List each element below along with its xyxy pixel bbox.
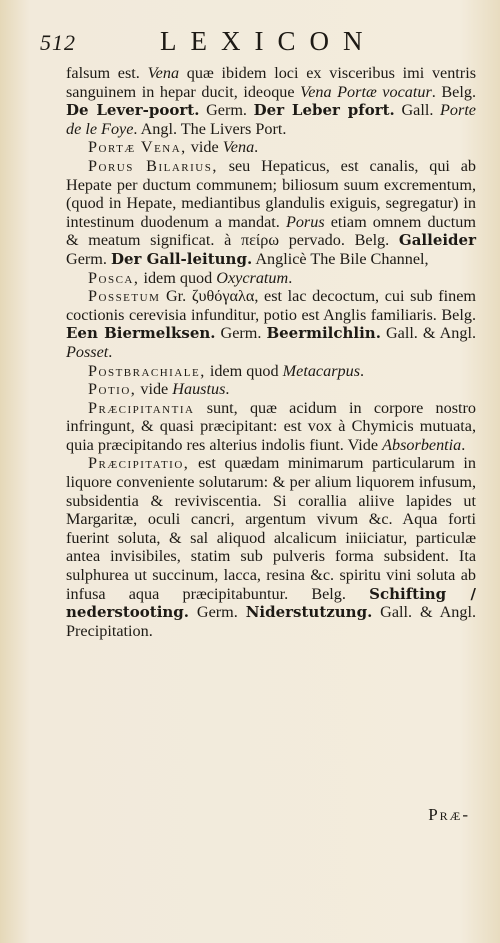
entry-text: Gall. (394, 101, 441, 120)
entry-text: . (461, 435, 466, 454)
page-number: 512 (40, 30, 76, 55)
entry-text: est quædam minimarum particularum in liquore conveniente solutarum: & per alium liquorem infusum, subsidentia & reviviscentia. Si corallia aliive lapides ut Margaritæ, oculi cancri, argentum vivum &c. Aqua forti fuerint soluta, & sal aliquod alcalicum iniiciatur, particulæ antea invisibiles, statim sub pulveris forma subsident. Ita sulphurea ut succinum, lacca, resina &c. spiritu vini soluta ab infusa aqua præcipitabuntur. Belg. (66, 454, 476, 603)
entry-text: . Angl. The Livers Port. (133, 119, 287, 138)
lexicon-entries (66, 64, 476, 640)
italic-term: Porus (285, 212, 325, 231)
entry-text: vide (186, 138, 223, 157)
blackletter-term: Niderstutzung. (245, 603, 373, 622)
blackletter-term: Beermilchlin. (266, 324, 381, 343)
blackletter-term: Schifting / nederstooting. (66, 584, 477, 622)
entry-text: Gr. ζυθόγαλα, est lac decoctum, cui sub finem coctionis cerevisia infunditur, potio est Anglis familiaris. Belg. (66, 287, 476, 324)
entry-text: Germ. (199, 101, 254, 120)
blackletter-term: De Lever-poort. (66, 101, 200, 120)
italic-term: Vena (222, 138, 255, 157)
running-head: LEXICON (160, 26, 377, 56)
entry-text: . Belg. (431, 82, 476, 101)
blackletter-term: Der Gall-leitung. (110, 249, 253, 268)
entry-headword: Præcipitatio, (88, 454, 190, 473)
entry-text: Gall. & Angl. (380, 324, 476, 343)
lexicon-entry (66, 380, 476, 399)
italic-term: Vena (147, 64, 180, 82)
entry-text: Anglicè The Bile Channel, (252, 249, 429, 268)
italic-term: Metacarpus (282, 361, 360, 380)
italic-term: Vena Portæ vocatur (300, 82, 432, 101)
entry-headword: Porus Bilarius, (88, 156, 218, 175)
entry-headword: Potio, (88, 380, 137, 399)
italic-term: Oxycratum (216, 268, 289, 287)
blackletter-term: Der Leber pfort. (253, 101, 395, 120)
lexicon-entry (66, 157, 476, 269)
entry-text: seu Hepaticus, est canalis, qui ab Hepate per ductum communem; biliosum suum excrementum, (quod in Hepate, mediantibus glandulis exiguis, segregatur) in intestinum duodenum a mandat. (66, 156, 476, 231)
lexicon-entry (66, 64, 476, 138)
page-header (40, 26, 470, 62)
italic-term: Absorbentia (382, 435, 462, 454)
entry-text: Gall. & Angl. Precipitation. (66, 603, 476, 640)
italic-term: Posset (66, 342, 109, 361)
entry-text: Germ. (66, 249, 111, 268)
italic-term: Haustus (172, 380, 226, 399)
entry-text: Germ. (215, 324, 267, 343)
italic-term: Porte de le Foye (66, 101, 476, 138)
entry-text: Germ. (189, 603, 246, 622)
entry-headword: Postbrachiale, (88, 361, 206, 380)
lexicon-entry (66, 362, 476, 381)
entry-text: sunt, quæ acidum in corpore nostro infringunt, & quasi præcipitant: est vox à Chymicis mutuata, quia præcipitando res alterius indolis fiunt. Vide (66, 398, 476, 454)
entry-text: . (360, 361, 365, 380)
entry-text: etiam omnem ductum & meatum significat. à πείρω pervado. Belg. (66, 212, 476, 250)
catchword: Præ- (428, 805, 470, 824)
entry-text: idem quod (205, 361, 283, 380)
lexicon-entry (66, 287, 476, 361)
lexicon-entry (66, 269, 476, 288)
entry-text: idem quod (139, 268, 217, 287)
entry-text: . (108, 342, 113, 361)
blackletter-term: Galleider (398, 231, 476, 250)
entry-headword: Possetum (88, 287, 161, 306)
lexicon-entry (66, 454, 476, 640)
entry-text: . (225, 380, 230, 399)
entry-text: quæ ibidem loci ex visceribus imi ventris sanguinem in hepar ducit, ideoque (66, 64, 476, 101)
lexicon-entry (66, 399, 476, 455)
entry-text: . (288, 268, 293, 287)
blackletter-term: Een Biermelksen. (66, 324, 216, 343)
entry-headword: Præcipitantia (88, 398, 195, 417)
entry-text: vide (136, 380, 173, 399)
entry-headword: Portæ Vena, (88, 138, 187, 157)
entry-text: . (254, 138, 259, 157)
entry-text: falsum est. (66, 64, 148, 82)
entry-headword: Posca, (88, 268, 140, 287)
lexicon-entry (66, 138, 476, 157)
